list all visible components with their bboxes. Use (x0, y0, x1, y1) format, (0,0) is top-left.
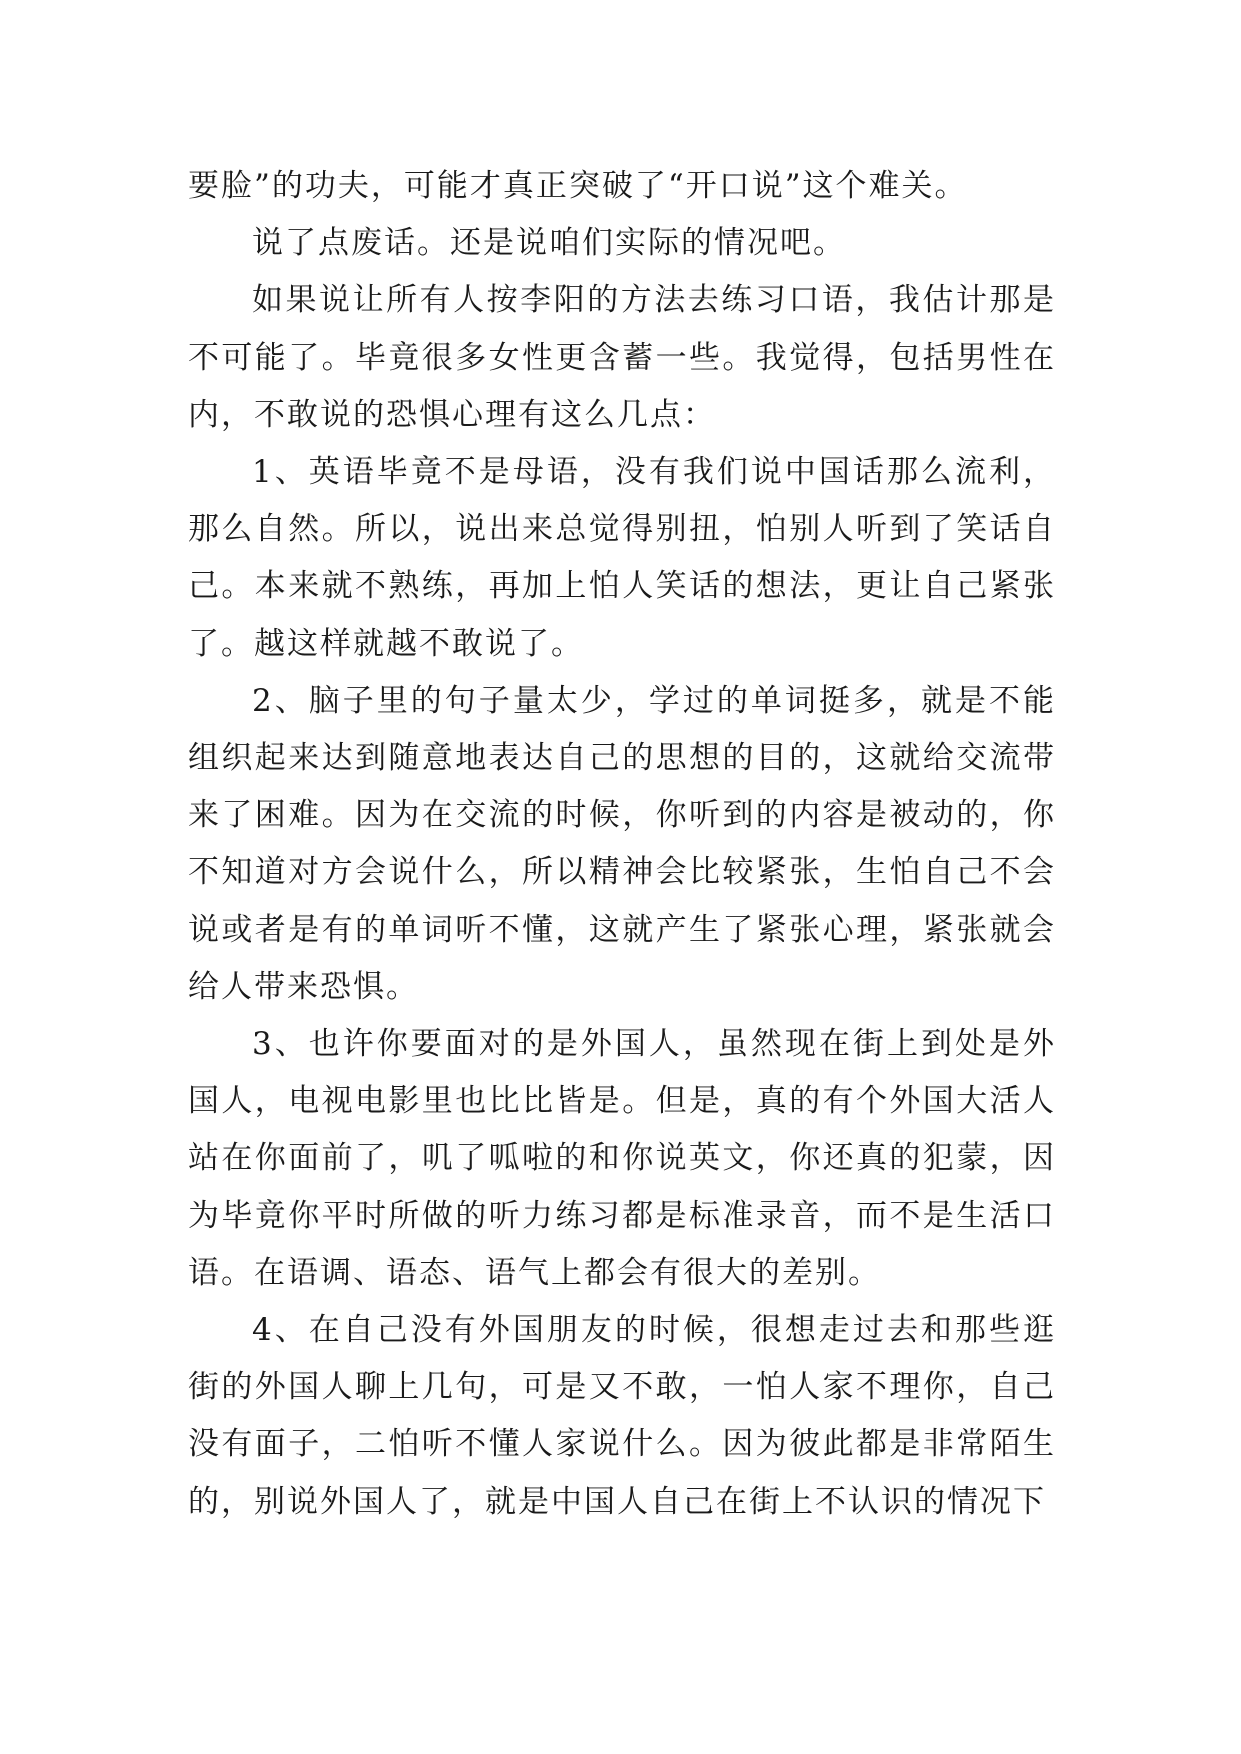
list-item-paragraph: 2、脑子里的句子量太少，学过的单词挺多，就是不能组织起来达到随意地表达自己的思想的目的，这就给交流带来了困难。因为在交流的时候，你听到的内容是被动的，你不知道对方会说什么，所以精神会比较紧张，生怕自己不会说或者是有的单词听不懂，这就产生了紧张心理，紧张就会给人带来恐惧。 (188, 682, 1056, 1005)
list-item-paragraph: 3、也许你要面对的是外国人，虽然现在街上到处是外国人，电视电影里也比比皆是。但是，真的有个外国大活人站在你面前了，叽了呱啦的和你说英文，你还真的犯蒙，因为毕竟你平时所做的听力练习都是标准录音，而不是生活口语。在语调、语态、语气上都会有很大的差别。 (188, 1026, 1056, 1291)
paragraph: 说了点废话。还是说咱们实际的情况吧。 (252, 225, 846, 262)
paragraph: 如果说让所有人按李阳的方法去练习口语，我估计那是不可能了。毕竟很多女性更含蓄一些。我觉得，包括男性在内，不敢说的恐惧心理有这么几点： (188, 282, 1056, 433)
list-item-paragraph: 1、英语毕竟不是母语，没有我们说中国话那么流利，那么自然。所以，说出来总觉得别扭，怕别人听到了笑话自己。本来就不熟练，再加上怕人笑话的想法，更让自己紧张了。越这样就越不敢说了。 (188, 454, 1056, 662)
paragraph-continuation: 要脸”的功夫，可能才真正突破了“开口说”这个难关。 (188, 168, 968, 204)
document-body (188, 158, 1056, 1531)
list-item-paragraph: 4、在自己没有外国朋友的时候，很想走过去和那些逛街的外国人聊上几句，可是又不敢，一怕人家不理你，自己没有面子，二怕听不懂人家说什么。因为彼此都是非常陌生的，别说外国人了，就是中国人自己在街上不认识的情况下 (188, 1312, 1056, 1520)
